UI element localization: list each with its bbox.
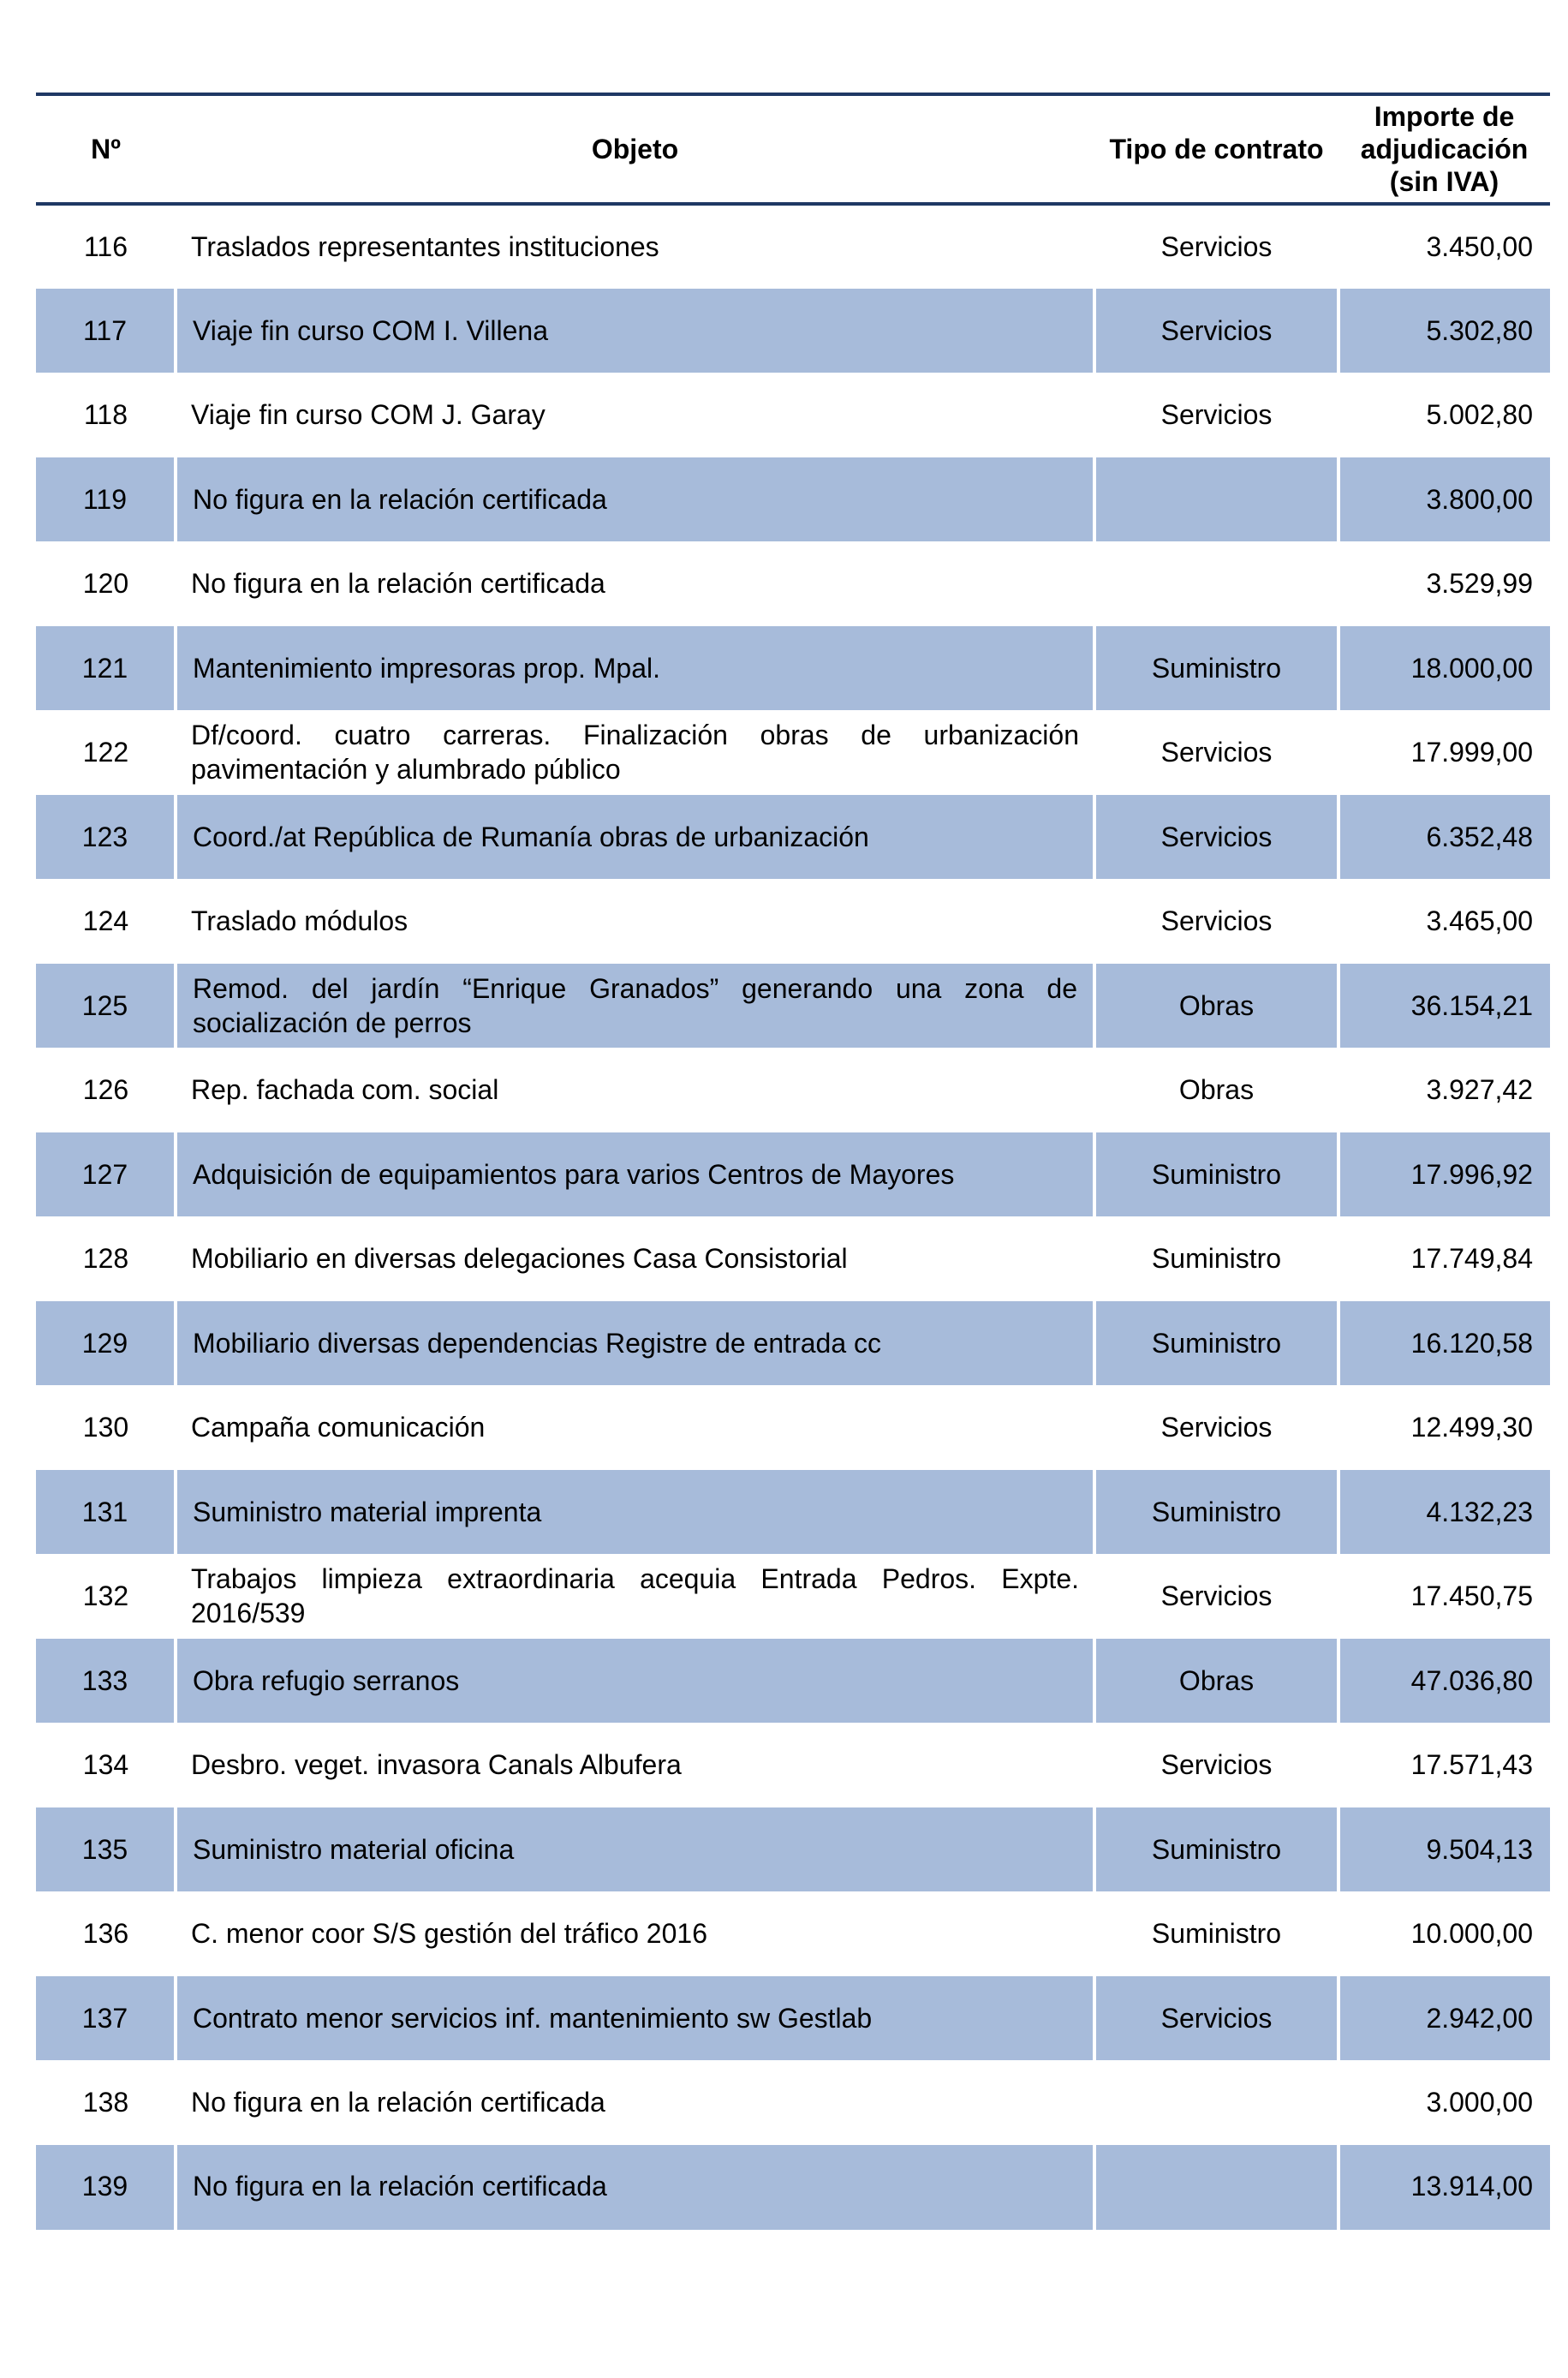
cell-importe: 5.302,80 bbox=[1338, 289, 1550, 373]
table-row bbox=[36, 1301, 1550, 1386]
cell-tipo: Obras bbox=[1094, 1639, 1338, 1724]
cell-tipo: Suministro bbox=[1094, 1470, 1338, 1555]
table-row bbox=[36, 1723, 1550, 1807]
cell-tipo: Servicios bbox=[1160, 1749, 1273, 1781]
cell-tipo: Servicios bbox=[1160, 737, 1273, 768]
cell-no: 117 bbox=[36, 289, 176, 373]
cell-importe: 4.132,23 bbox=[1338, 1470, 1550, 1555]
cell-tipo bbox=[1094, 2145, 1338, 2230]
table-header bbox=[36, 94, 1550, 204]
cell-tipo: Suministro bbox=[1094, 1301, 1338, 1386]
cell-objeto: Contrato menor servicios inf. mantenimiento sw Gestlab bbox=[176, 1976, 1094, 2061]
cell-tipo: Suministro bbox=[1151, 1243, 1282, 1275]
cell-objeto: Trabajos limpieza extraordinaria acequia Entrada Pedros. Expte. 2016/539 bbox=[191, 1563, 1079, 1629]
cell-no: 132 bbox=[82, 1580, 129, 1612]
cell-importe: 17.571,43 bbox=[1410, 1749, 1533, 1781]
cell-no: 119 bbox=[36, 457, 176, 542]
table-row bbox=[36, 457, 1550, 542]
cell-no: 134 bbox=[82, 1749, 129, 1781]
table-row bbox=[36, 2145, 1550, 2230]
cell-tipo: Servicios bbox=[1094, 795, 1338, 880]
cell-tipo: Servicios bbox=[1094, 1976, 1338, 2061]
cell-objeto: No figura en la relación certificada bbox=[191, 2087, 605, 2118]
cell-objeto: Viaje fin curso COM J. Garay bbox=[191, 399, 546, 431]
cell-importe: 3.800,00 bbox=[1338, 457, 1550, 542]
cell-no: 116 bbox=[83, 231, 128, 263]
cell-tipo: Suministro bbox=[1094, 626, 1338, 711]
cell-importe: 36.154,21 bbox=[1338, 964, 1550, 1049]
cell-importe: 17.999,00 bbox=[1410, 737, 1533, 768]
cell-objeto: Df/coord. cuatro carreras. Finalización obras de urbanización pavimentación y alumbrado público bbox=[191, 720, 1079, 786]
cell-objeto: Remod. del jardín “Enrique Granados” generando una zona de socialización de perros bbox=[176, 964, 1094, 1049]
table-row bbox=[36, 1976, 1550, 2061]
table-row bbox=[36, 1048, 1550, 1132]
cell-importe: 3.529,99 bbox=[1426, 568, 1533, 600]
cell-no: 130 bbox=[82, 1412, 129, 1443]
cell-tipo: Servicios bbox=[1160, 231, 1273, 263]
cell-tipo bbox=[1094, 457, 1338, 542]
cell-objeto: C. menor coor S/S gestión del tráfico 2016 bbox=[191, 1918, 707, 1950]
cell-importe: 10.000,00 bbox=[1410, 1918, 1533, 1950]
cell-objeto: No figura en la relación certificada bbox=[176, 457, 1094, 542]
cell-objeto: Campaña comunicación bbox=[191, 1412, 486, 1443]
header-importe: Importe de adjudicación (sin IVA) bbox=[1338, 94, 1550, 204]
cell-no: 125 bbox=[36, 964, 176, 1049]
cell-importe: 17.749,84 bbox=[1410, 1243, 1533, 1275]
cell-objeto: No figura en la relación certificada bbox=[176, 2145, 1094, 2230]
cell-no: 124 bbox=[82, 905, 129, 937]
cell-objeto: Rep. fachada com. social bbox=[191, 1074, 499, 1106]
cell-tipo: Servicios bbox=[1160, 905, 1273, 937]
cell-no: 131 bbox=[36, 1470, 176, 1555]
table-body bbox=[36, 204, 1550, 2229]
cell-tipo: Suministro bbox=[1094, 1807, 1338, 1892]
table-row bbox=[36, 795, 1550, 880]
cell-no: 139 bbox=[36, 2145, 176, 2230]
document-page bbox=[36, 93, 1550, 2230]
cell-objeto: Traslado módulos bbox=[191, 905, 408, 937]
cell-objeto: Mantenimiento impresoras prop. Mpal. bbox=[176, 626, 1094, 711]
table-row bbox=[36, 204, 1550, 289]
cell-no: 133 bbox=[36, 1639, 176, 1724]
cell-no: 118 bbox=[83, 399, 128, 431]
cell-no: 129 bbox=[36, 1301, 176, 1386]
table-row bbox=[36, 1639, 1550, 1724]
table-row bbox=[36, 710, 1550, 795]
header-row bbox=[36, 94, 1550, 204]
table-row bbox=[36, 1132, 1550, 1217]
table-row bbox=[36, 2060, 1550, 2145]
cell-importe: 17.450,75 bbox=[1410, 1580, 1533, 1612]
cell-no: 121 bbox=[36, 626, 176, 711]
cell-no: 137 bbox=[36, 1976, 176, 2061]
table-row bbox=[36, 626, 1550, 711]
cell-objeto: Viaje fin curso COM I. Villena bbox=[176, 289, 1094, 373]
cell-tipo: Suministro bbox=[1151, 1918, 1282, 1950]
cell-importe: 17.996,92 bbox=[1338, 1132, 1550, 1217]
cell-objeto: Suministro material imprenta bbox=[176, 1470, 1094, 1555]
header-tipo: Tipo de contrato bbox=[1094, 94, 1338, 204]
cell-tipo: Suministro bbox=[1094, 1132, 1338, 1217]
cell-objeto: Obra refugio serranos bbox=[176, 1639, 1094, 1724]
cell-objeto: Mobiliario diversas dependencias Registre de entrada cc bbox=[176, 1301, 1094, 1386]
cell-objeto: Adquisición de equipamientos para varios Centros de Mayores bbox=[176, 1132, 1094, 1217]
cell-objeto: Mobiliario en diversas delegaciones Casa Consistorial bbox=[191, 1243, 848, 1275]
cell-importe: 16.120,58 bbox=[1338, 1301, 1550, 1386]
table-row bbox=[36, 541, 1550, 626]
cell-tipo: Servicios bbox=[1094, 289, 1338, 373]
table-row bbox=[36, 1891, 1550, 1976]
cell-tipo bbox=[1094, 2060, 1338, 2145]
table-row bbox=[36, 1470, 1550, 1555]
cell-importe: 2.942,00 bbox=[1338, 1976, 1550, 2061]
cell-no: 126 bbox=[82, 1074, 129, 1106]
cell-no: 122 bbox=[82, 737, 129, 768]
cell-objeto: Desbro. veget. invasora Canals Albufera bbox=[191, 1749, 682, 1781]
cell-objeto: Coord./at República de Rumanía obras de urbanización bbox=[176, 795, 1094, 880]
contracts-table bbox=[36, 93, 1550, 2230]
cell-objeto: No figura en la relación certificada bbox=[191, 568, 605, 600]
cell-no: 128 bbox=[82, 1243, 129, 1275]
cell-importe: 47.036,80 bbox=[1338, 1639, 1550, 1724]
cell-no: 127 bbox=[36, 1132, 176, 1217]
cell-importe: 18.000,00 bbox=[1338, 626, 1550, 711]
cell-objeto: Traslados representantes instituciones bbox=[191, 231, 659, 263]
cell-tipo bbox=[1094, 541, 1338, 626]
cell-tipo: Servicios bbox=[1160, 1580, 1273, 1612]
table-row bbox=[36, 1554, 1550, 1639]
cell-importe: 13.914,00 bbox=[1338, 2145, 1550, 2230]
cell-importe: 9.504,13 bbox=[1338, 1807, 1550, 1892]
cell-no: 136 bbox=[82, 1918, 129, 1950]
cell-importe: 5.002,80 bbox=[1426, 399, 1533, 431]
cell-importe: 3.000,00 bbox=[1426, 2087, 1533, 2118]
table-row bbox=[36, 964, 1550, 1049]
table-row bbox=[36, 1385, 1550, 1470]
cell-no: 123 bbox=[36, 795, 176, 880]
table-row bbox=[36, 289, 1550, 373]
cell-no: 138 bbox=[82, 2087, 129, 2118]
table-row bbox=[36, 1216, 1550, 1301]
cell-importe: 6.352,48 bbox=[1338, 795, 1550, 880]
header-no: Nº bbox=[36, 94, 176, 204]
cell-importe: 12.499,30 bbox=[1410, 1412, 1533, 1443]
cell-tipo: Servicios bbox=[1160, 399, 1273, 431]
cell-tipo: Obras bbox=[1178, 1074, 1255, 1106]
cell-tipo: Servicios bbox=[1160, 1412, 1273, 1443]
cell-tipo: Obras bbox=[1094, 964, 1338, 1049]
header-objeto: Objeto bbox=[176, 94, 1094, 204]
cell-importe: 3.465,00 bbox=[1426, 905, 1533, 937]
cell-objeto: Suministro material oficina bbox=[176, 1807, 1094, 1892]
cell-no: 120 bbox=[82, 568, 129, 600]
cell-no: 135 bbox=[36, 1807, 176, 1892]
table-row bbox=[36, 1807, 1550, 1892]
cell-importe: 3.927,42 bbox=[1426, 1074, 1533, 1106]
cell-importe: 3.450,00 bbox=[1426, 231, 1533, 263]
table-row bbox=[36, 373, 1550, 457]
table-row bbox=[36, 879, 1550, 964]
